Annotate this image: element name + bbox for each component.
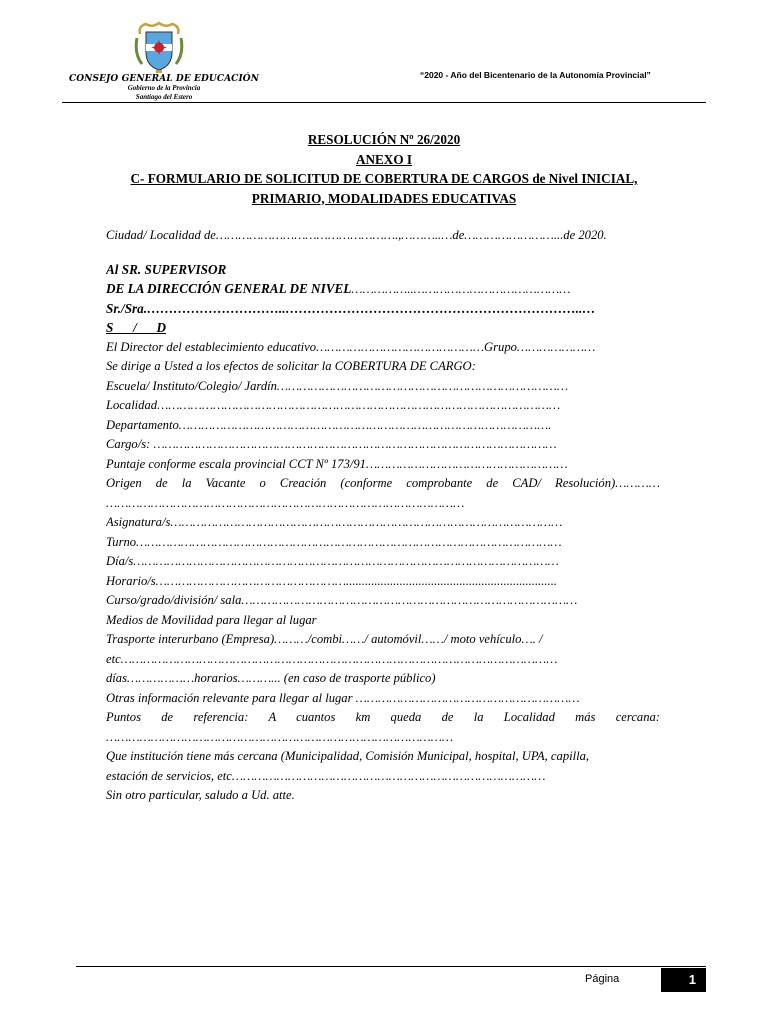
landmarks-field: Puntos de referencia: A cuantos km queda de la Localidad más cercana: xyxy=(106,710,660,724)
service-station-field: estación de servicios, etc………………………………………………………………………… xyxy=(106,768,546,783)
position-field: Cargo/s: ……………………………………………………………………………………………… xyxy=(106,437,557,451)
school-field: Escuela/ Instituto/Colegio/ Jardín…………………………………………………………………… xyxy=(106,378,569,393)
form-title-line-1: C- FORMULARIO DE SOLICITUD DE COBERTURA DE CARGOS de Nivel INICIAL, xyxy=(130,171,638,186)
organization-name: CONSEJO GENERAL DE EDUCACIÓN xyxy=(68,74,260,84)
footer-divider xyxy=(76,966,706,967)
transport-schedule-field: días………………horarios………... (en caso de trasporte público) xyxy=(106,671,436,685)
shift-field: Turno…………………………………………………………………………………………………… xyxy=(106,534,562,549)
year-motto: “2020 - Año del Bicentenario de la Autonomía Provincial” xyxy=(420,70,651,80)
addressee-line-2: DE LA DIRECCIÓN GENERAL DE NIVEL xyxy=(106,281,352,296)
page-number: 1 xyxy=(661,968,706,992)
header-divider xyxy=(62,102,706,103)
subject-field: Asignatura/s…………………………………………………………………………………………… xyxy=(106,515,563,529)
sr-sra-line: Sr./Sra.…………………………..…………………………………………………………..… xyxy=(106,300,596,316)
locality-field: Localidad……………………………………………………………………………………………… xyxy=(106,398,561,412)
organization-sub-2: Santiago del Estero xyxy=(135,92,193,101)
resolution-title: RESOLUCIÓN Nº 26/2020 xyxy=(307,132,461,147)
vacancy-origin-dots: …………………………………………………………………………………… xyxy=(106,495,465,510)
score-field: Puntaje conforme escala provincial CCT Nº 173/91……………………………………………… xyxy=(106,456,568,471)
annex-title: ANEXO I xyxy=(355,151,413,167)
page-label: Página xyxy=(585,973,620,985)
course-field: Curso/grado/división/ sala……………………………………………………………………………… xyxy=(106,593,578,607)
addressee-line-1: Al SR. SUPERVISOR xyxy=(106,261,227,277)
days-field: Día/s…………………………………………………………………………………………………… xyxy=(106,554,559,568)
addressee-dots: ……………..…………………………………… xyxy=(351,282,571,296)
organization-sub-1: Gobierno de la Provincia xyxy=(127,84,201,92)
director-field: El Director del establecimiento educativo………………………………………Grupo………………… xyxy=(106,339,596,354)
closing-line: Sin otro particular, saludo a Ud. atte. xyxy=(106,788,295,802)
request-statement: Se dirige a Usted a los efectos de solicitar la COBERTURA DE CARGO: xyxy=(106,359,476,373)
landmarks-dots: ………………………………………………………………………………… xyxy=(106,729,454,744)
vacancy-origin-field: Origen de la Vacante o Creación (conforme comprobante de CAD/ Resolución)………… xyxy=(106,476,660,490)
department-field: Departamento………………………………………………………………………………………. xyxy=(106,417,552,432)
document-titles xyxy=(64,130,704,208)
mobility-heading: Medios de Movilidad para llegar al lugar xyxy=(106,612,317,627)
form-body xyxy=(106,226,660,806)
nearest-institution-field: Que institución tiene más cercana (Municipalidad, Comisión Municipal, hospital, UPA, capilla, xyxy=(106,749,590,763)
city-date-line: Ciudad/ Localidad de………………………………………….,………..…de……………………...de 2020. xyxy=(106,228,607,242)
form-title-line-2: PRIMARIO, MODALIDADES EDUCATIVAS xyxy=(251,190,517,206)
letterhead xyxy=(0,0,768,110)
schedule-field: Horario/s……………………………………………................................................................... xyxy=(106,573,557,588)
organization-block xyxy=(64,74,264,101)
transport-field: Trasporte interurbano (Empresa)………/combi……/ automóvil……/ moto vehículo…. / xyxy=(106,632,543,646)
other-info-field: Otras información relevante para llegar al lugar …………………………………………………… xyxy=(106,690,580,705)
provincial-crest-icon xyxy=(134,20,184,74)
sd-greeting: S / D xyxy=(106,320,167,335)
transport-etc-field: etc……………………………………………………………………………………………………… xyxy=(106,651,558,666)
